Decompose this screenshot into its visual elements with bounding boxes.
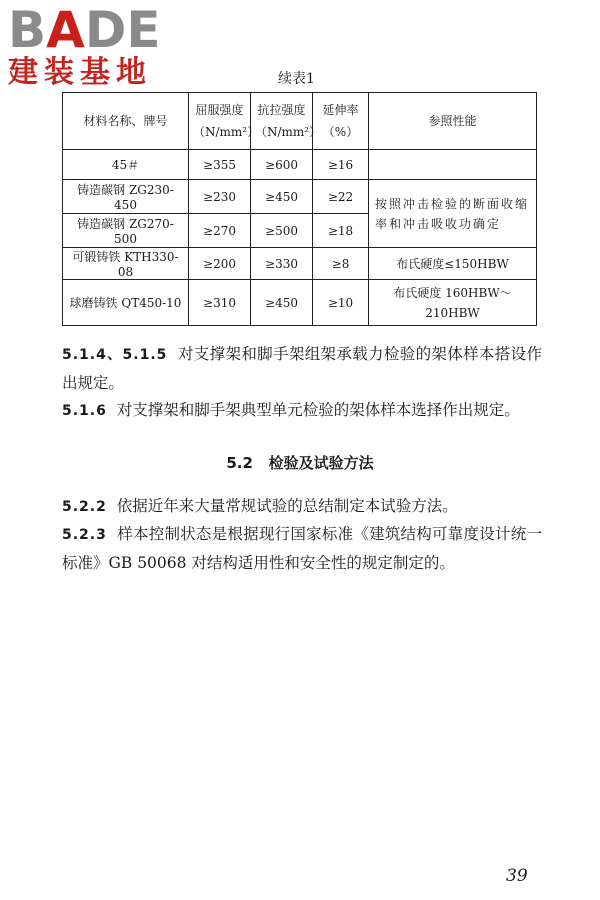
section-title: 检验及试验方法 [268, 454, 374, 472]
clause-number: 5.1.6 [62, 403, 107, 419]
cell-elongation: ≥16 [313, 150, 369, 180]
cell-tensile: ≥500 [251, 214, 313, 248]
clause-text: 对支撑架和脚手架典型单元检验的架体样本选择作出规定。 [116, 401, 520, 419]
logo-wordmark: BADE [8, 1, 161, 59]
clause-text: 依据近年来大量常规试验的总结制定本试验方法。 [116, 497, 458, 515]
clause-number: 5.1.4、5.1.5 [62, 347, 168, 363]
cell-elongation: ≥10 [313, 280, 369, 326]
table-row [63, 150, 537, 180]
header-tensile: 抗拉强度 （N/mm²） [251, 93, 313, 150]
cell-yield: ≥230 [189, 180, 251, 214]
header-reference: 参照性能 [369, 93, 537, 150]
cell-yield: ≥310 [189, 280, 251, 326]
cell-reference [369, 150, 537, 180]
cell-elongation: ≥8 [313, 248, 369, 280]
paragraph-5-1-6 [62, 396, 542, 425]
clause-text: 对支撑架和脚手架组架承载力检验的架体样本搭设作出规定。 [62, 345, 542, 392]
cell-reference-merged: 按照冲击检验的断面收缩率和冲击吸收功确定 [369, 180, 537, 248]
paragraph-5-1-4 [62, 340, 542, 397]
table-row [63, 248, 537, 280]
watermark-logo [8, 1, 161, 90]
paragraph-5-2-2 [62, 492, 542, 521]
materials-table [62, 92, 537, 326]
cell-tensile: ≥450 [251, 280, 313, 326]
cell-reference: 布氏硬度 160HBW～ 210HBW [369, 280, 537, 326]
cell-material: 45＃ [63, 150, 189, 180]
clause-text: 样本控制状态是根据现行国家标准《建筑结构可靠度设计统一标准》GB 50068 对结构适用性和安全性的规定制定的。 [62, 525, 542, 572]
table-row [63, 280, 537, 326]
page-number: 39 [506, 866, 528, 886]
cell-material: 铸造碳钢 ZG270-500 [63, 214, 189, 248]
cell-reference: 布氏硬度≤150HBW [369, 248, 537, 280]
section-heading [0, 452, 600, 473]
cell-tensile: ≥330 [251, 248, 313, 280]
cell-yield: ≥200 [189, 248, 251, 280]
clause-number: 5.2.3 [62, 527, 107, 543]
section-number: 5.2 [226, 454, 253, 472]
table-header-row [63, 93, 537, 150]
header-elongation: 延伸率 （%） [313, 93, 369, 150]
cell-material: 球磨铸铁 QT450-10 [63, 280, 189, 326]
paragraph-5-2-3 [62, 520, 542, 577]
cell-material: 铸造碳钢 ZG230-450 [63, 180, 189, 214]
cell-tensile: ≥450 [251, 180, 313, 214]
table-row [63, 180, 537, 214]
cell-tensile: ≥600 [251, 150, 313, 180]
cell-elongation: ≥18 [313, 214, 369, 248]
clause-number: 5.2.2 [62, 499, 107, 515]
logo-chinese: 建装基地 [8, 55, 152, 90]
table-caption: 续表1 [278, 71, 315, 87]
cell-yield: ≥355 [189, 150, 251, 180]
cell-elongation: ≥22 [313, 180, 369, 214]
header-material: 材料名称、牌号 [63, 93, 189, 150]
cell-material: 可锻铸铁 KTH330-08 [63, 248, 189, 280]
header-yield: 屈服强度 （N/mm²） [189, 93, 251, 150]
cell-yield: ≥270 [189, 214, 251, 248]
